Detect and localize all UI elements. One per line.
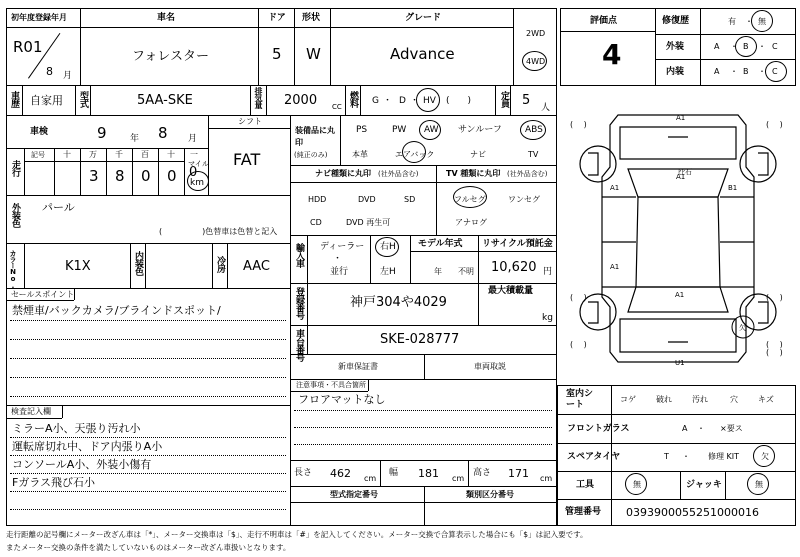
car-damage-diagram: [558, 97, 798, 382]
ac-label: 冷房: [215, 256, 225, 272]
inspection-label: 車検: [30, 127, 49, 137]
height-value: 171: [508, 467, 529, 480]
usage-value: 自家用: [30, 94, 63, 107]
equip-sunroof: サンルーフ: [458, 125, 502, 135]
repair-label: 修復歴: [662, 16, 690, 26]
mgmt-label: 管理番号: [565, 507, 602, 517]
navi-dvd: DVD: [358, 195, 376, 204]
mileage-unit-man: 万: [89, 150, 97, 159]
jack-none-circle: [747, 473, 769, 495]
car-name-value: フォレスター: [132, 49, 209, 64]
car-name-label: 車名: [157, 13, 176, 23]
interior-ana: 穴: [730, 395, 738, 404]
interior-label: 内装: [666, 67, 685, 77]
import-right-h: 右H: [380, 242, 396, 252]
mileage-note-label: 記号: [31, 151, 45, 159]
mileage-unit-ichi: 一: [190, 150, 198, 159]
mileage-unit-hyaku: 百: [141, 150, 149, 159]
equip-abs-circle: [520, 120, 546, 140]
svg-text:( ): ( ): [570, 120, 587, 129]
mark-windshield-a1: A1: [676, 173, 686, 181]
mileage-unit-10man: 十: [63, 150, 71, 159]
model-label: 型式: [78, 91, 88, 107]
tools-none: 無: [633, 480, 641, 489]
import-parallel: 並行: [330, 267, 349, 277]
color-no-label: カラーNo.: [9, 250, 17, 289]
windshield-a: A: [682, 424, 688, 433]
km-label: km: [190, 178, 204, 188]
fuel-dot1: ・: [383, 96, 393, 106]
svg-text:( ): ( ): [766, 340, 783, 349]
ac-value: AAC: [243, 259, 270, 274]
navi-hdd: HDD: [308, 195, 327, 204]
import-right-h-circle: [375, 237, 399, 257]
inspection-month-unit: 月: [188, 134, 198, 144]
tools-label: 工具: [576, 480, 595, 490]
spare-missing-circle: [753, 445, 775, 467]
interior-sheet-label: 室内シート: [566, 389, 594, 410]
exterior-label: 外装: [666, 42, 685, 52]
exterior-a: A: [714, 42, 720, 51]
width-unit: cm: [452, 474, 465, 483]
interior-yabure: 破れ: [656, 395, 672, 404]
windshield-x: ×要ス: [720, 424, 743, 433]
class-no-label: 類別区分番号: [466, 490, 514, 499]
svg-text:( ): ( ): [766, 348, 783, 357]
plate-value: 神戸304や4029: [350, 295, 447, 310]
spare-label: スペアタイヤ: [567, 452, 621, 462]
mileage-unit-ju: 十: [167, 150, 175, 159]
tv-sub: (社外品含む): [507, 170, 548, 178]
mark-left-rear-a1: A1: [610, 263, 620, 271]
width-label: 幅: [389, 468, 399, 478]
max-load-unit: kg: [542, 313, 553, 323]
interior-c-circle: [765, 61, 787, 82]
length-unit: cm: [364, 474, 377, 483]
mileage-label: 走行: [10, 160, 20, 176]
check-note-1: ミラーA小、天張り汚れ小: [12, 422, 141, 435]
color-label: 外装色: [10, 203, 20, 227]
navi-label: ナビ種類に丸印: [315, 169, 371, 178]
navi-sub: (社外品含む): [378, 170, 419, 178]
fuel-hv: HV: [423, 96, 436, 106]
tools-none-circle: [625, 473, 647, 495]
new-car-guarantee: 新車保証書: [338, 362, 378, 371]
navi-cd: CD: [310, 218, 322, 227]
spare-kit: 修理 KIT: [708, 452, 740, 461]
width-value: 181: [418, 467, 439, 480]
interior-koge: コゲ: [620, 395, 636, 404]
inspection-year-unit: 年: [130, 134, 140, 144]
reg-era: R01: [13, 38, 43, 56]
grade-label: グレード: [405, 13, 442, 23]
grade-value: Advance: [390, 45, 455, 63]
sales-point-label: セールスポイント: [11, 290, 75, 299]
mileage-digit-hyaku: 0: [141, 167, 151, 185]
interior-c: C: [772, 67, 778, 76]
tv-fullseg-circle: [453, 186, 487, 208]
equip-aw-circle: [419, 120, 441, 140]
model-year-unit: 年: [434, 267, 442, 276]
shape-value: W: [306, 45, 321, 63]
interior-b: B: [743, 67, 749, 76]
drive-4wd-circle: [522, 51, 547, 71]
windshield-label: フロントガラス: [567, 424, 630, 434]
equipment-sub: (純正のみ): [294, 151, 328, 159]
chassis-label: 車台番号: [294, 329, 304, 361]
plate-label: 登録番号: [294, 287, 304, 319]
first-reg-label: 初年度登録年月: [11, 13, 67, 22]
equip-ps: PS: [356, 125, 368, 135]
mark-bottom-u1: U1: [675, 359, 685, 367]
mileage-digit-man: 3: [89, 167, 99, 185]
mileage-digit-ju: 0: [167, 167, 177, 185]
check-note-4: Fガラス飛び石小: [12, 476, 95, 489]
svg-text:( ): ( ): [766, 293, 783, 302]
drive-2wd: 2WD: [526, 29, 546, 38]
capacity-value: 5: [522, 93, 531, 108]
color-change-note: ( )色替車は色替と記入: [159, 227, 278, 236]
color-no-value: K1X: [65, 259, 91, 274]
max-load-label: 最大積載量: [488, 286, 534, 296]
mileage-digit-sen: 8: [115, 167, 125, 185]
svg-text:( ): ( ): [570, 293, 587, 302]
import-left-h: 左H: [380, 267, 396, 277]
mgmt-value: 0393900055251000016: [626, 506, 759, 519]
exterior-b-circle: [735, 36, 757, 57]
interior-color-label: 内装色: [133, 251, 143, 275]
repair-no: 無: [758, 17, 766, 26]
door-value: 5: [272, 45, 282, 63]
footnote-line1: 走行距離の記号欄にメーター改ざん車は「*」、メーター交換車は「$」、走行不明車は「#」を記入してください。メーター交換で合算表示した場合にも「$」は記入要です。: [6, 530, 588, 539]
exterior-c: C: [772, 42, 778, 51]
interior-kizu: キズ: [758, 395, 774, 404]
fuel-hv-circle: [416, 88, 440, 112]
persons-unit: 人: [541, 103, 551, 113]
navi-dvd-play: DVD 再生可: [346, 218, 391, 227]
mark-chip: ﾋﾋ石: [678, 168, 692, 176]
recycle-value: 10,620: [491, 260, 537, 275]
jack-none: 無: [755, 480, 763, 489]
import-label: 輸入車: [294, 243, 304, 267]
equip-aw: AW: [424, 125, 439, 135]
door-label: ドア: [268, 13, 286, 23]
inspection-month: 8: [158, 124, 168, 142]
equip-leather: 本革: [352, 150, 368, 159]
usage-label: 車歴: [9, 91, 19, 107]
fuel-label: 燃料: [348, 91, 358, 107]
spare-missing: 欠: [761, 452, 769, 461]
displacement-label: 排気量: [254, 87, 263, 108]
inspection-year: 9: [97, 124, 107, 142]
mileage-digit-ichi: 0: [189, 165, 198, 180]
check-note-2: 運転席切れ中、ドア内張りA小: [12, 440, 163, 453]
sales-point-line1: 禁煙車/バックカメラ/ブラインドスポット/: [12, 304, 221, 317]
interior-yogore: 汚れ: [692, 395, 708, 404]
type-no-label: 型式指定番号: [330, 490, 378, 499]
windshield-dot: ・: [697, 424, 705, 433]
displacement-value: 2000: [284, 93, 318, 108]
vehicle-manual: 車両取説: [474, 362, 506, 371]
length-label: 長さ: [294, 468, 313, 478]
tv-analog: アナログ: [455, 218, 487, 227]
spare-t: T: [664, 452, 669, 461]
equip-tv: TV: [528, 150, 539, 159]
svg-text:( ): ( ): [570, 340, 587, 349]
equip-navi: ナビ: [470, 150, 486, 159]
interior-dot1: ・: [730, 67, 738, 76]
shift-value: FAT: [233, 150, 261, 169]
mark-missing: 欠: [739, 324, 746, 332]
repair-no-circle: [751, 10, 773, 32]
check-notes-label: 検査記入欄: [11, 407, 51, 416]
check-note-3: コンソールA小、外装小傷有: [12, 458, 152, 471]
svg-text:( ): ( ): [766, 120, 783, 129]
mark-right-front-b1: B1: [728, 184, 738, 192]
capacity-label: 定員: [499, 91, 509, 107]
length-value: 462: [330, 467, 351, 480]
fuel-d: D: [399, 96, 406, 106]
drive-4wd: 4WD: [526, 57, 546, 66]
repair-yes: 有: [728, 17, 736, 26]
model-value: 5AA-SKE: [137, 93, 193, 108]
reg-month-unit: 月: [63, 71, 73, 81]
rating-value: 4: [602, 38, 622, 71]
spare-dot: ・: [682, 452, 690, 461]
interior-a: A: [714, 67, 720, 76]
fuel-g: G: [372, 96, 379, 106]
exterior-b: B: [743, 42, 749, 51]
caution-label: 注意事項・不具合箇所: [296, 381, 366, 389]
tv-fullseg: フルセグ: [454, 195, 486, 204]
repair-dot: ・: [745, 17, 753, 26]
caution-value: フロアマットなし: [298, 393, 386, 406]
mark-front-a1: A1: [676, 114, 686, 122]
km-circle: [187, 171, 209, 191]
footnote-line2: またメーター交換の条件を満たしていないものはメーター改ざん車扱いとなります。: [6, 543, 291, 552]
mark-rear-a1: A1: [675, 291, 685, 299]
navi-sd: SD: [404, 195, 416, 204]
interior-dot2: ・: [758, 67, 766, 76]
tv-oneseg: ワンセグ: [508, 195, 540, 204]
recycle-label: リサイクル預託金: [482, 239, 553, 249]
equip-airbag-circle: [402, 141, 426, 163]
equip-pw: PW: [392, 125, 407, 135]
shape-label: 形状: [302, 13, 321, 23]
height-unit: cm: [540, 474, 553, 483]
exterior-dot2: ・: [758, 42, 766, 51]
import-dealer: ディーラー: [320, 242, 365, 252]
jack-label: ジャッキ: [686, 480, 722, 490]
fuel-dot2: ・: [410, 96, 420, 106]
color-value: パール: [42, 201, 75, 214]
height-label: 高さ: [473, 468, 492, 478]
exterior-dot1: ・: [730, 42, 738, 51]
shift-label: シフト: [238, 117, 262, 126]
mile-label: マイル: [188, 160, 209, 168]
import-dot: ・: [333, 254, 343, 264]
mark-left-front-a1: A1: [610, 184, 620, 192]
equip-airbag: エアバック: [395, 150, 435, 159]
rating-label: 評価点: [590, 16, 618, 26]
tv-label: TV 種類に丸印: [446, 169, 501, 178]
model-year-label: モデル年式: [418, 239, 463, 249]
mileage-unit-sen: 千: [115, 150, 123, 159]
cc-unit: CC: [332, 103, 342, 111]
equip-abs: ABS: [525, 125, 543, 135]
chassis-value: SKE-028777: [380, 332, 460, 347]
model-year-unknown: 不明: [458, 267, 474, 276]
equipment-label: 装備品に丸印: [295, 126, 335, 147]
recycle-unit: 円: [543, 267, 553, 277]
fuel-other: ( ): [446, 96, 472, 106]
reg-month: 8: [46, 65, 53, 78]
